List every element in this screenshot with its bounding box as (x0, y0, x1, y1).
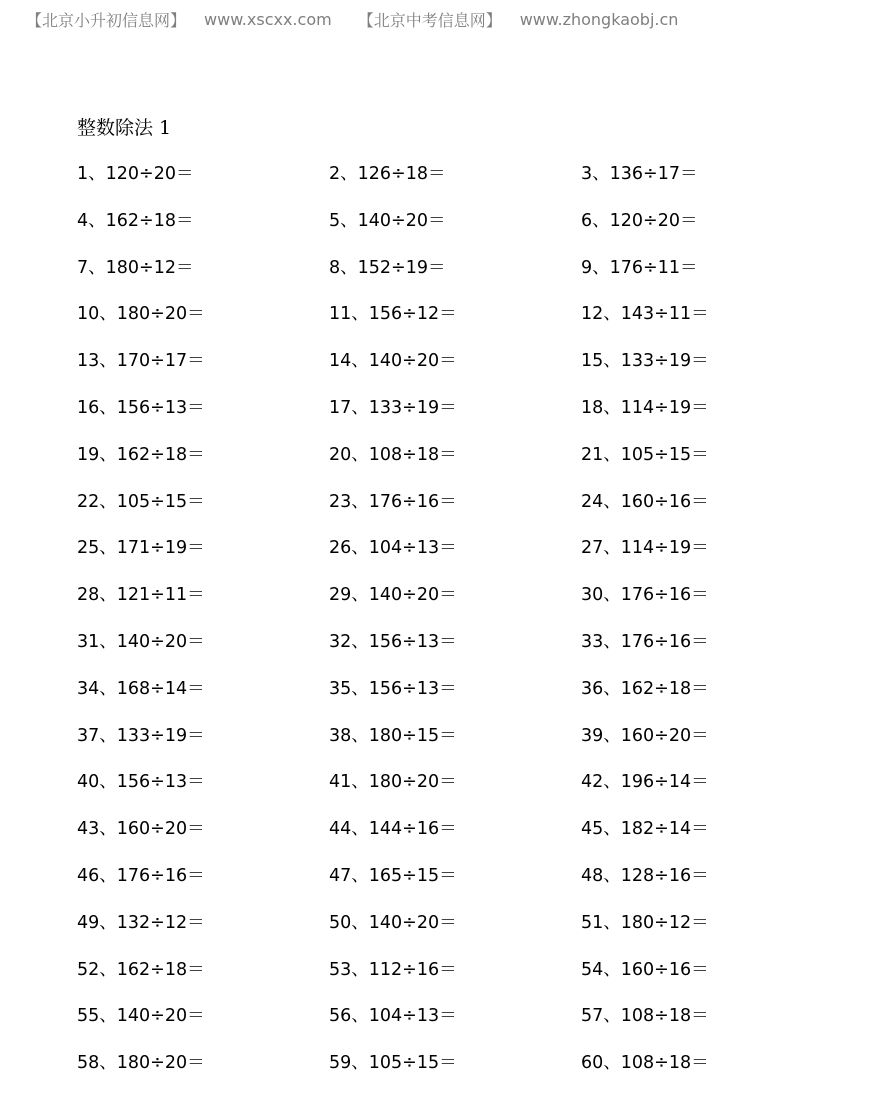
page-header (26, 6, 678, 32)
problem-item: 42、196÷14＝ (581, 772, 709, 793)
problem-item: 40、156÷13＝ (77, 772, 205, 793)
problem-item: 21、105÷15＝ (581, 444, 709, 465)
problem-item: 54、160÷16＝ (581, 959, 709, 980)
problem-item: 4、162÷18＝ (77, 210, 194, 231)
problem-item: 6、120÷20＝ (581, 210, 698, 231)
problem-item: 22、105÷15＝ (77, 491, 205, 512)
problem-item: 60、108÷18＝ (581, 1053, 709, 1074)
problem-item: 35、156÷13＝ (329, 678, 457, 699)
problem-item: 2、126÷18＝ (329, 164, 446, 184)
problem-item: 16、156÷13＝ (77, 397, 205, 418)
problem-item: 12、143÷11＝ (581, 304, 709, 325)
site1-url-link[interactable]: www.xscxx.com (204, 9, 332, 29)
problem-item: 7、180÷12＝ (77, 257, 194, 278)
problem-item: 15、133÷19＝ (581, 351, 709, 372)
problem-item: 29、140÷20＝ (329, 585, 457, 606)
site2-name-link[interactable]: 【北京中考信息网】 (357, 10, 502, 30)
problem-item: 34、168÷14＝ (77, 678, 205, 699)
problem-item: 41、180÷20＝ (329, 772, 457, 793)
problem-grid (77, 158, 837, 1094)
problem-item: 17、133÷19＝ (329, 397, 457, 418)
problem-item: 25、171÷19＝ (77, 538, 205, 559)
problem-item: 36、162÷18＝ (581, 678, 709, 699)
problem-item: 20、108÷18＝ (329, 444, 457, 465)
problem-item: 44、144÷16＝ (329, 819, 457, 840)
site2-url-link[interactable]: www.zhongkaobj.cn (519, 9, 679, 29)
problem-item: 51、180÷12＝ (581, 912, 709, 933)
problem-item: 3、136÷17＝ (581, 164, 698, 184)
problem-item: 45、182÷14＝ (581, 819, 709, 840)
worksheet-title: 整数除法 1 (77, 117, 172, 139)
problem-item: 27、114÷19＝ (581, 538, 709, 559)
problem-item: 33、176÷16＝ (581, 631, 709, 652)
problem-item: 52、162÷18＝ (77, 959, 205, 980)
problem-item: 13、170÷17＝ (77, 351, 205, 372)
problem-item: 31、140÷20＝ (77, 631, 205, 652)
problem-item: 57、108÷18＝ (581, 1006, 709, 1027)
problem-item: 11、156÷12＝ (329, 304, 457, 325)
problem-item: 37、133÷19＝ (77, 725, 205, 746)
problem-item: 9、176÷11＝ (581, 257, 698, 278)
problem-item: 32、156÷13＝ (329, 631, 457, 652)
problem-item: 24、160÷16＝ (581, 491, 709, 512)
problem-item: 50、140÷20＝ (329, 912, 457, 933)
problem-item: 38、180÷15＝ (329, 725, 457, 746)
problem-item: 10、180÷20＝ (77, 304, 205, 325)
problem-item: 55、140÷20＝ (77, 1006, 205, 1027)
problem-item: 53、112÷16＝ (329, 959, 457, 980)
problem-item: 30、176÷16＝ (581, 585, 709, 606)
problem-item: 59、105÷15＝ (329, 1053, 457, 1074)
problem-item: 43、160÷20＝ (77, 819, 205, 840)
problem-item: 8、152÷19＝ (329, 257, 446, 278)
problem-item: 1、120÷20＝ (77, 164, 194, 184)
problem-item: 14、140÷20＝ (329, 351, 457, 372)
problem-item: 48、128÷16＝ (581, 865, 709, 886)
site1-name-link[interactable]: 【北京小升初信息网】 (26, 10, 187, 30)
problem-item: 23、176÷16＝ (329, 491, 457, 512)
problem-item: 46、176÷16＝ (77, 865, 205, 886)
problem-item: 56、104÷13＝ (329, 1006, 457, 1027)
problem-item: 39、160÷20＝ (581, 725, 709, 746)
problem-item: 58、180÷20＝ (77, 1053, 205, 1074)
problem-item: 19、162÷18＝ (77, 444, 205, 465)
problem-item: 47、165÷15＝ (329, 865, 457, 886)
problem-item: 5、140÷20＝ (329, 210, 446, 231)
problem-item: 49、132÷12＝ (77, 912, 205, 933)
problem-item: 18、114÷19＝ (581, 397, 709, 418)
problem-item: 28、121÷11＝ (77, 585, 205, 606)
problem-item: 26、104÷13＝ (329, 538, 457, 559)
